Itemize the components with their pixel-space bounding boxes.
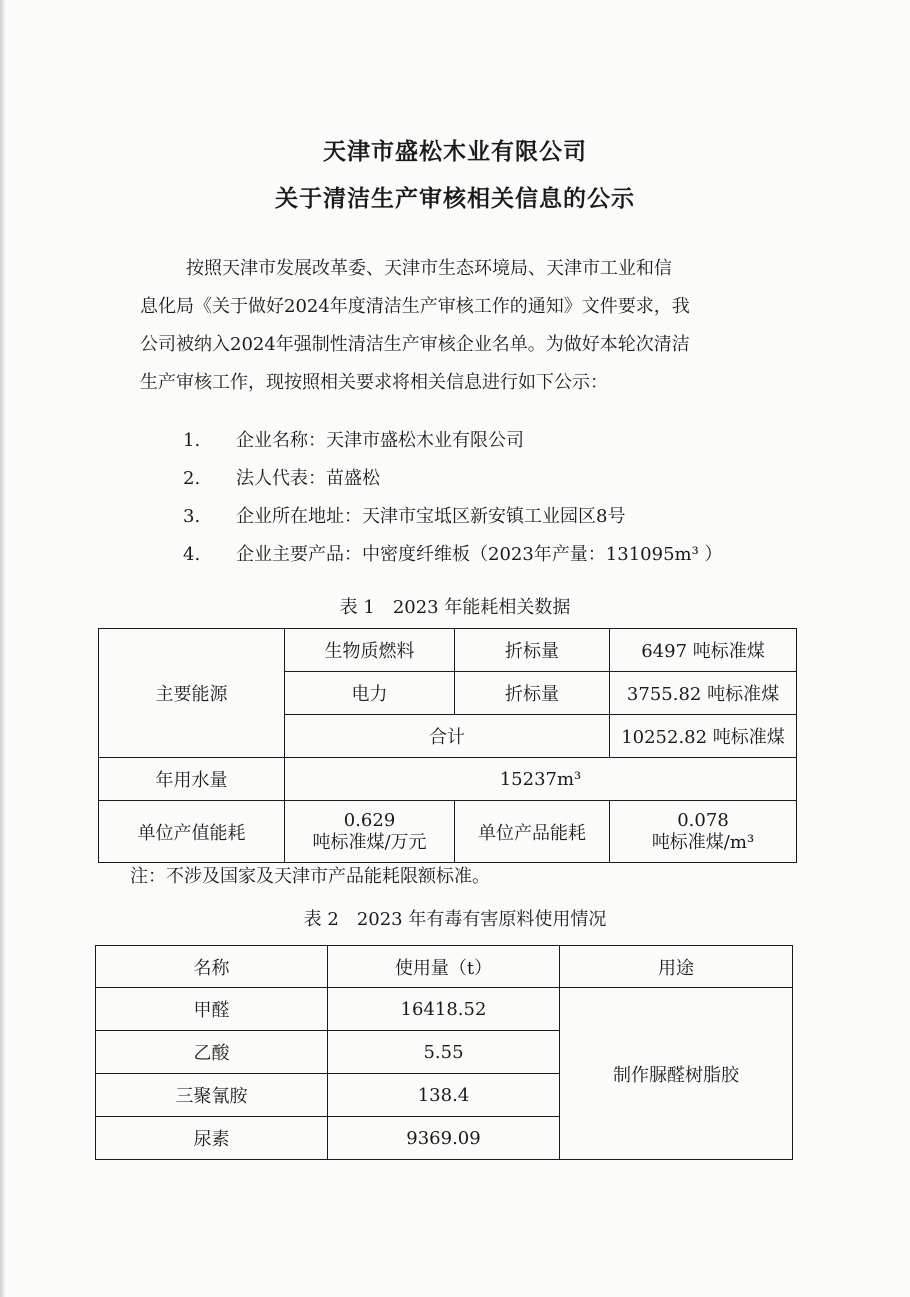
material-amount: 5.55 (328, 1031, 560, 1074)
intro-line: 公司被纳入2024年强制性清洁生产审核企业名单。为做好本轮次清洁 (140, 334, 690, 355)
intro-paragraph (140, 250, 780, 402)
info-item (0, 422, 910, 460)
unit-product-energy-num: 0.078 (677, 809, 729, 831)
fuel-cell: 电力 (285, 672, 455, 715)
energy-table (98, 628, 797, 863)
info-item-number: 3. (183, 506, 201, 527)
hazardous-materials-table (95, 945, 793, 1160)
material-name: 三聚氰胺 (96, 1074, 328, 1117)
unit-value-energy-unit: 吨标准煤/万元 (312, 831, 427, 853)
material-name: 甲醛 (96, 988, 328, 1031)
info-item-number: 1. (183, 430, 201, 451)
value-cell: 6497 吨标准煤 (610, 629, 797, 672)
doc-title-company: 天津市盛松木业有限公司 (323, 139, 587, 165)
header-amount: 使用量（t） (328, 946, 560, 988)
water-value: 15237m³ (285, 758, 797, 801)
doc-title-subject: 关于清洁生产审核相关信息的公示 (275, 186, 635, 212)
material-name: 乙酸 (96, 1031, 328, 1074)
header-name: 名称 (96, 946, 328, 988)
info-item-number: 4. (183, 544, 201, 565)
info-item (0, 460, 910, 498)
fuel-cell: 生物质燃料 (285, 629, 455, 672)
material-amount: 9369.09 (328, 1117, 560, 1160)
total-label: 合计 (285, 715, 610, 758)
info-item-number: 2. (183, 468, 201, 489)
intro-line: 息化局《关于做好2024年度清洁生产审核工作的通知》文件要求，我 (140, 296, 690, 317)
main-energy-label: 主要能源 (99, 629, 285, 758)
info-item-text: 企业名称：天津市盛松木业有限公司 (236, 430, 524, 451)
material-name: 尿素 (96, 1117, 328, 1160)
unit-product-energy-cell (610, 801, 797, 863)
info-item-text: 企业所在地址：天津市宝坻区新安镇工业园区8号 (236, 506, 626, 527)
table1-note: 注：不涉及国家及天津市产品能耗限额标准。 (130, 866, 490, 887)
value-cell: 3755.82 吨标准煤 (610, 672, 797, 715)
unit-value-energy-cell (285, 801, 455, 863)
header-purpose: 用途 (560, 946, 793, 988)
info-item-text: 企业主要产品：中密度纤维板（2023年产量：131095m³ ） (236, 544, 723, 565)
total-value: 10252.82 吨标准煤 (610, 715, 797, 758)
material-amount: 138.4 (328, 1074, 560, 1117)
measure-cell: 折标量 (455, 672, 610, 715)
material-amount: 16418.52 (328, 988, 560, 1031)
info-item (0, 498, 910, 536)
table1-caption: 表 1 2023 年能耗相关数据 (339, 597, 571, 618)
measure-cell: 折标量 (455, 629, 610, 672)
info-list (0, 422, 910, 574)
material-purpose: 制作脲醛树脂胶 (560, 988, 793, 1160)
unit-value-energy-num: 0.629 (343, 809, 396, 831)
table2-caption: 表 2 2023 年有毒有害原料使用情况 (303, 909, 607, 930)
info-item-text: 法人代表：苗盛松 (236, 468, 380, 489)
info-item (0, 536, 910, 574)
intro-line: 生产审核工作，现按照相关要求将相关信息进行如下公示： (140, 372, 608, 393)
unit-product-energy-unit: 吨标准煤/m³ (651, 831, 755, 853)
water-label: 年用水量 (99, 758, 285, 801)
unit-value-energy-label: 单位产值能耗 (99, 801, 285, 863)
intro-line: 按照天津市发展改革委、天津市生态环境局、天津市工业和信 (186, 258, 672, 279)
unit-product-energy-label: 单位产品能耗 (455, 801, 610, 863)
